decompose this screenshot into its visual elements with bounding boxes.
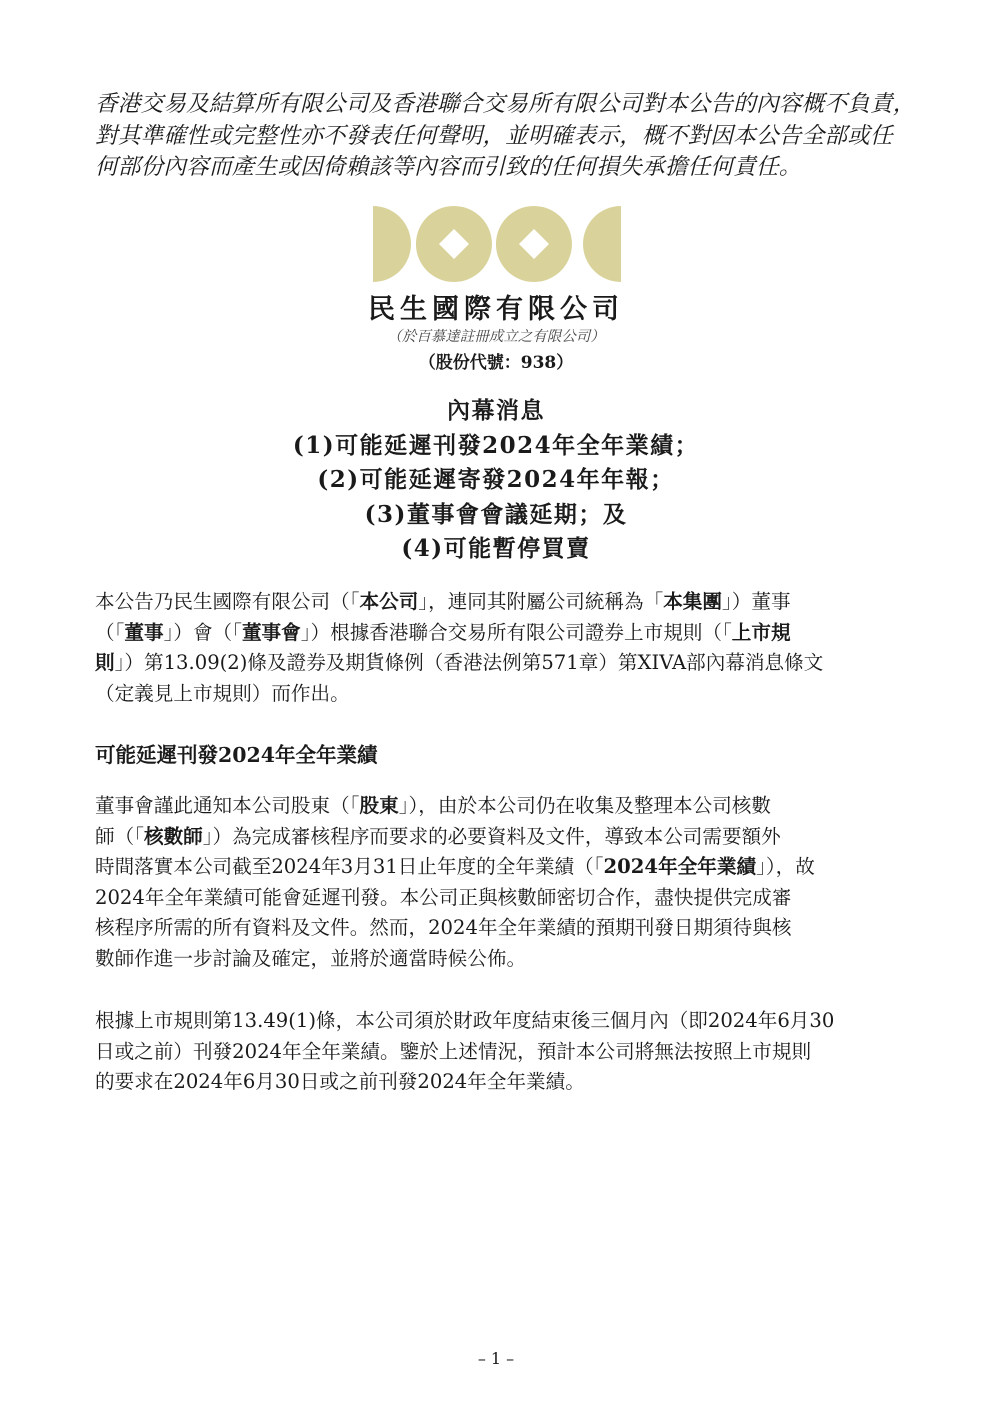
paragraph-line	[95, 852, 900, 883]
incorporation-note: （於百慕達註冊成立之有限公司）	[387, 329, 605, 345]
text-span: 師（「	[95, 824, 144, 848]
intro-paragraph	[95, 587, 900, 709]
company-name: 民生國際有限公司	[368, 294, 624, 325]
text-span: 」），故	[756, 855, 815, 879]
defined-term: 上市規	[731, 620, 791, 644]
logo-coin-1	[416, 206, 492, 282]
paragraph-line: 核程序所需的所有資料及文件。然而，2024年全年業績的預期刊發日期須待與核	[95, 916, 792, 940]
title-line: (3)董事會會議延期；及	[364, 500, 628, 528]
logo-coin-2	[496, 206, 572, 282]
defined-term: 董事	[124, 620, 164, 644]
body-paragraph	[95, 1006, 900, 1098]
defined-term: 本集團	[663, 590, 722, 613]
paragraph-line: 的要求在2024年6月30日或之前刊發2024年全年業績。	[95, 1070, 585, 1094]
defined-term: 2024年全年業績	[603, 855, 757, 879]
title-line: (2)可能延遲寄發2024年年報；	[317, 466, 675, 493]
paragraph-line	[95, 791, 900, 822]
defined-term: 股東	[359, 794, 399, 817]
text-span: 」）根據香港聯合交易所有限公司證券上市規則（「	[300, 620, 732, 644]
disclaimer-line: 對其準確性或完整性亦不發表任何聲明，並明確表示，概不對因本公告全部或任	[95, 122, 893, 149]
paragraph-line	[95, 822, 900, 853]
page-number: – 1 –	[477, 1349, 515, 1368]
paragraph-line: （定義見上市規則）而作出。	[95, 681, 350, 705]
text-span: 」）為完成審核程序而要求的必要資料及文件，導致本公司需要額外	[202, 824, 781, 848]
defined-term: 董事會	[241, 620, 301, 644]
stock-code: （股份代號：938）	[418, 353, 574, 373]
text-span: 董事會謹此通知本公司股東（「	[95, 794, 360, 817]
disclaimer	[95, 89, 916, 184]
paragraph-line: 根據上市規則第13.49(1)條，本公司須於財政年度結束後三個月內（即2024年6月30	[95, 1009, 835, 1032]
text-span: （「	[95, 620, 125, 644]
paragraph-line	[95, 618, 900, 649]
text-span: 」，連同其附屬公司統稱為「	[418, 590, 664, 613]
text-span: 」）第13.09(2)條及證券及期貨條例（香港法例第571章）第XIVA部內幕消息條文	[114, 651, 824, 675]
title-line: (1)可能延遲刊發2024年全年業績；	[292, 431, 700, 459]
paragraph-line: 2024年全年業績可能會延遲刊發。本公司正與核數師密切合作，盡快提供完成審	[95, 885, 792, 909]
disclaimer-line: 何部份內容而產生或因倚賴該等內容而引致的任何損失承擔任何責任。	[95, 154, 802, 180]
logo-half-disc-left	[373, 206, 411, 282]
text-span: 」）會（「	[163, 620, 242, 644]
announcement-title	[0, 394, 992, 567]
section-heading: 可能延遲刊發2024年全年業績	[95, 743, 378, 767]
text-span: 時間落實本公司截至2024年3月31日止年度的全年業績（「	[95, 855, 604, 879]
paragraph-line: 數師作進一步討論及確定，並將於適當時候公佈。	[95, 946, 527, 970]
body-paragraph	[95, 791, 900, 975]
paragraph-line	[95, 587, 900, 618]
logo-bar	[589, 240, 621, 250]
disclaimer-line: 香港交易及結算所有限公司及香港聯合交易所有限公司對本公告的內容概不負責，	[95, 91, 916, 117]
defined-term: 本公司	[359, 590, 419, 613]
defined-term: 則	[95, 651, 115, 675]
text-span: 本公告乃民生國際有限公司（「	[95, 590, 360, 613]
paragraph-line	[95, 648, 900, 679]
text-span: 」），由於本公司仍在收集及整理本公司核數	[398, 794, 771, 817]
company-logo	[371, 204, 623, 284]
text-span: 」）董事	[722, 590, 791, 613]
title-line: 內幕消息	[447, 397, 545, 424]
paragraph-line: 日或之前）刊發2024年全年業績。鑒於上述情況，預計本公司將無法按照上市規則	[95, 1039, 812, 1063]
title-line: (4)可能暫停買賣	[401, 535, 591, 562]
defined-term: 核數師	[143, 824, 203, 848]
